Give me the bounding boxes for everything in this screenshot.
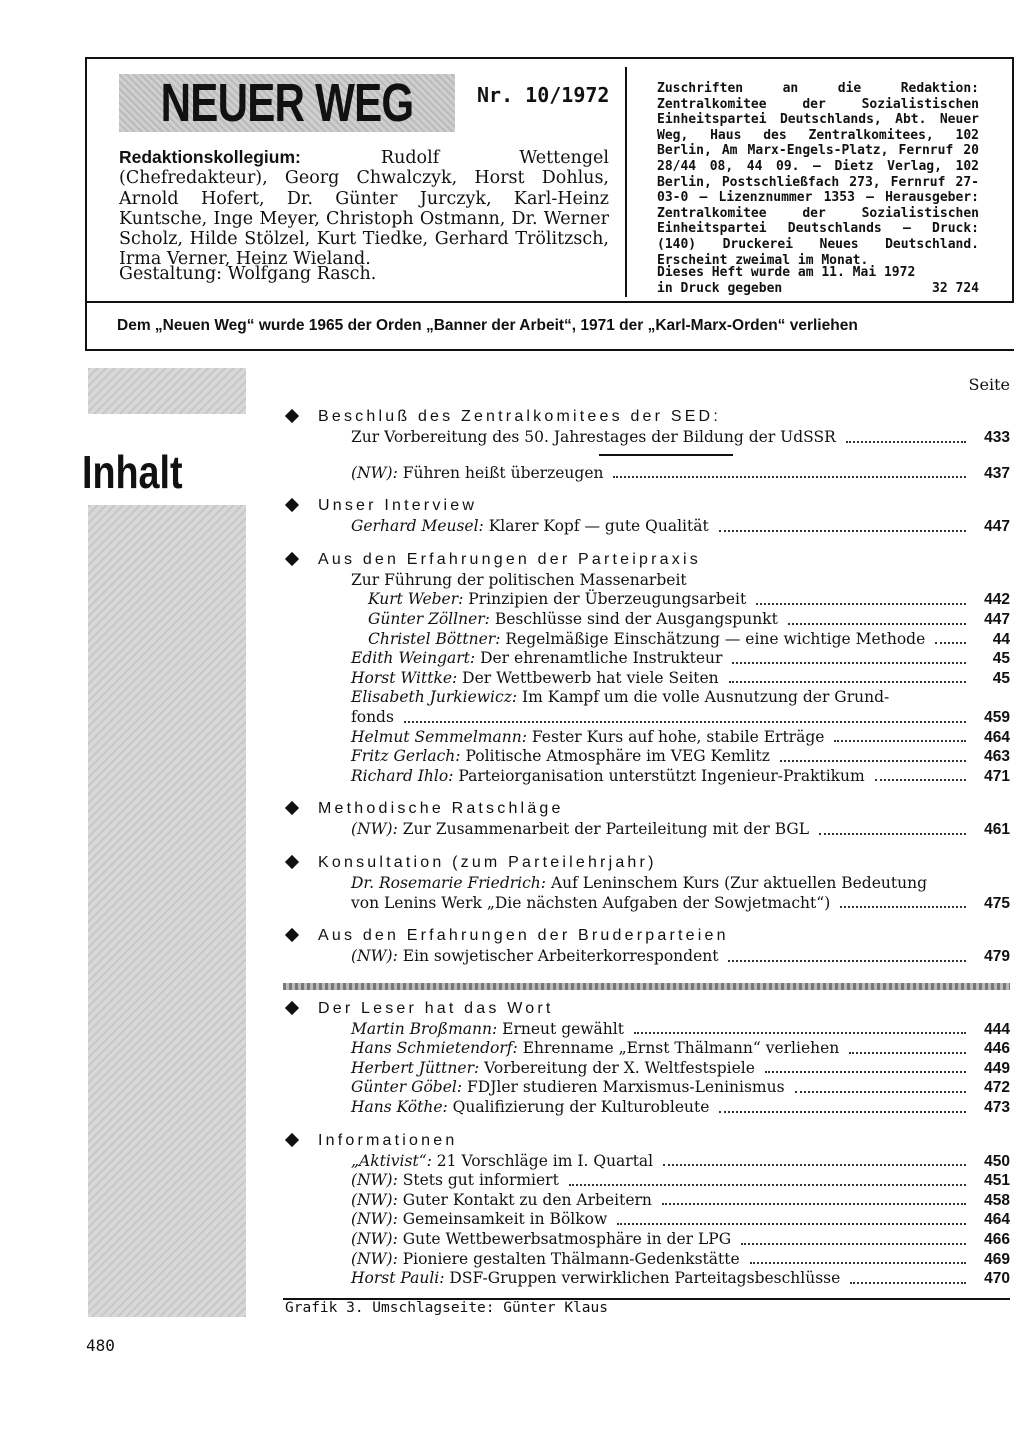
page-number: 480 — [86, 1336, 115, 1355]
editorial-board-names: Rudolf Wettengel (Chefredakteur), Georg Chwalczyk, Horst Dohlus, Arnold Hofert, Dr. Günter Jurczyk, Karl-Heinz Kuntsche, Inge Meyer, Christoph Ostmann, Dr. Werner Scholz, Hilde Stölzel, Kurt Tiedke, Gerhard Trölitzsch, Irma Verner, Heinz Wieland. — [119, 148, 609, 270]
toc-entry[interactable]: Helmut Semmelmann: Fester Kurs auf hohe, stabile Erträge 464 — [351, 727, 1010, 746]
diamond-bullet-icon — [285, 498, 299, 512]
graphics-credit: Grafik 3. Umschlagseite: Günter Klaus — [285, 1300, 609, 1316]
toc-entry[interactable]: (NW): Gute Wettbewerbsatmosphäre in der LPG 466 — [351, 1230, 1010, 1249]
logo — [119, 74, 455, 132]
toc-entry[interactable]: Günter Zöllner: Beschlüsse sind der Ausgangspunkt 447 — [368, 609, 1010, 628]
toc-section — [283, 798, 1010, 840]
toc-entry[interactable]: Christel Böttner: Regelmäßige Einschätzung — eine wichtige Methode 44 — [368, 629, 1010, 648]
toc-entry[interactable]: Hans Köthe: Qualifizierung der Kulturobleute 473 — [351, 1098, 1010, 1117]
print-number: 32 724 — [932, 281, 979, 296]
table-of-contents — [283, 375, 1010, 1300]
toc-entry[interactable]: Hans Schmietendorf: Ehrenname „Ernst Thälmann“ verliehen 446 — [351, 1039, 1010, 1058]
page-column-label: Seite — [968, 375, 1010, 394]
toc-entry[interactable]: (NW): Stets gut informiert 451 — [351, 1171, 1010, 1190]
diamond-bullet-icon — [285, 928, 299, 942]
separator-rule — [599, 454, 733, 456]
toc-entry[interactable]: Edith Weingart: Der ehrenamtliche Instrukteur 45 — [351, 649, 1010, 668]
toc-entry[interactable]: (NW): Ein sowjetischer Arbeiterkorrespondent 479 — [351, 947, 1010, 966]
toc-entry[interactable]: Richard Ihlo: Parteiorganisation unterstützt Ingenieur-Praktikum 471 — [351, 766, 1010, 785]
toc-section — [283, 549, 1010, 787]
section-heading: Aus den Erfahrungen der Parteipraxis — [283, 549, 1010, 571]
section-heading: Unser Interview — [283, 495, 1010, 517]
editorial-address: Zuschriften an die Redaktion: Zentralkomitee der Sozialistischen Einheitspartei Deutschlands, Abt. Neuer Weg, Haus des Zentralkomitees, 102 Berlin, Am Marx-Engels-Platz, Fernruf 20 28/44 08, 44 09. — Dietz Verlag, 102 Berlin, Postschließfach 273, Fernruf 27-03-0 — Lizenznummer 1353 — Herausgeber: Zentralkomitee der Sozialistischen Einheitspartei Deutschlands — Druck: (140) Druckerei Neues Deutschland. Erscheint zweimal im Monat. — [657, 81, 979, 268]
toc-entry[interactable]: Elisabeth Jurkiewicz: Im Kampf um die volle Ausnutzung der Grund- fonds 459 — [351, 688, 1010, 726]
section-heading: Informationen — [283, 1130, 1010, 1152]
section-heading: Beschluß des Zentralkomitees der SED: — [283, 406, 1010, 428]
print-line-2: in Druck gegeben — [657, 281, 783, 296]
masthead-box — [85, 57, 1014, 303]
toc-entry[interactable]: Horst Wittke: Der Wettbewerb hat viele Seiten 45 — [351, 668, 1010, 687]
masthead-divider — [625, 67, 627, 297]
toc-entry[interactable]: Martin Broßmann: Erneut gewählt 444 — [351, 1019, 1010, 1038]
toc-entry[interactable]: Zur Vorbereitung des 50. Jahrestages der Bildung der UdSSR 433 — [351, 428, 1010, 446]
toc-section — [283, 406, 1010, 483]
print-info — [657, 265, 979, 297]
toc-section — [283, 925, 1010, 967]
contents-title: Inhalt — [82, 446, 183, 498]
toc-entry[interactable]: (NW): Pioniere gestalten Thälmann-Gedenkstätte 469 — [351, 1249, 1010, 1268]
sidebar-pattern-top — [88, 368, 246, 414]
diamond-bullet-icon — [285, 409, 299, 423]
editorial-board-label: Redaktionskollegium: — [119, 147, 301, 167]
toc-entry[interactable]: Dr. Rosemarie Friedrich: Auf Leninschem Kurs (Zur aktuellen Bedeutung von Lenins Werk „Die nächsten Aufgaben der Sowjetmacht“) 475 — [351, 873, 1010, 912]
diamond-bullet-icon — [285, 801, 299, 815]
toc-section — [283, 852, 1010, 913]
toc-section — [283, 1130, 1010, 1289]
editorial-board — [119, 147, 609, 270]
toc-entry[interactable]: Horst Pauli: DSF-Gruppen verwirklichen Parteitagsbeschlüsse 470 — [351, 1269, 1010, 1288]
toc-entry[interactable]: Günter Göbel: FDJler studieren Marxismus-Leninismus 472 — [351, 1078, 1010, 1097]
subsection-heading: Zur Führung der politischen Massenarbeit — [351, 570, 687, 589]
diamond-bullet-icon — [285, 855, 299, 869]
design-credit: Gestaltung: Wolfgang Rasch. — [119, 264, 377, 284]
sidebar-pattern-column — [88, 505, 246, 1317]
section-heading: Der Leser hat das Wort — [283, 998, 1010, 1020]
section-heading: Aus den Erfahrungen der Bruderparteien — [283, 925, 1010, 947]
print-line-1: Dieses Heft wurde am 11. Mai 1972 — [657, 265, 916, 280]
logo-text: NEUER WEG — [160, 73, 414, 133]
toc-section — [283, 998, 1010, 1118]
diamond-bullet-icon — [285, 1133, 299, 1147]
award-box — [85, 303, 1014, 351]
section-heading: Konsultation (zum Parteilehrjahr) — [283, 852, 1010, 874]
toc-entry[interactable]: Fritz Gerlach: Politische Atmosphäre im VEG Kemlitz 463 — [351, 747, 1010, 766]
toc-entry[interactable]: „Aktivist“: 21 Vorschläge im I. Quartal 450 — [351, 1151, 1010, 1170]
toc-entry[interactable]: Kurt Weber: Prinzipien der Überzeugungsarbeit 442 — [368, 590, 1010, 609]
toc-entry[interactable]: (NW): Führen heißt überzeugen 437 — [351, 463, 1010, 482]
issue-number: Nr. 10/1972 — [477, 83, 610, 107]
award-line: Dem „Neuen Weg“ wurde 1965 der Orden „Banner der Arbeit“, 1971 der „Karl-Marx-Orden“ verliehen — [117, 317, 858, 334]
toc-entry[interactable]: Gerhard Meusel: Klarer Kopf — gute Qualität 447 — [351, 517, 1010, 536]
diamond-bullet-icon — [285, 552, 299, 566]
toc-entry[interactable]: (NW): Zur Zusammenarbeit der Parteileitung mit der BGL 461 — [351, 820, 1010, 839]
toc-entry[interactable]: (NW): Guter Kontakt zu den Arbeitern 458 — [351, 1190, 1010, 1209]
toc-entry[interactable]: (NW): Gemeinsamkeit in Bölkow 464 — [351, 1210, 1010, 1229]
separator-band — [283, 983, 1010, 990]
section-heading: Methodische Ratschläge — [283, 798, 1010, 820]
toc-entry[interactable]: Herbert Jüttner: Vorbereitung der X. Weltfestspiele 449 — [351, 1058, 1010, 1077]
diamond-bullet-icon — [285, 1001, 299, 1015]
toc-section — [283, 495, 1010, 537]
